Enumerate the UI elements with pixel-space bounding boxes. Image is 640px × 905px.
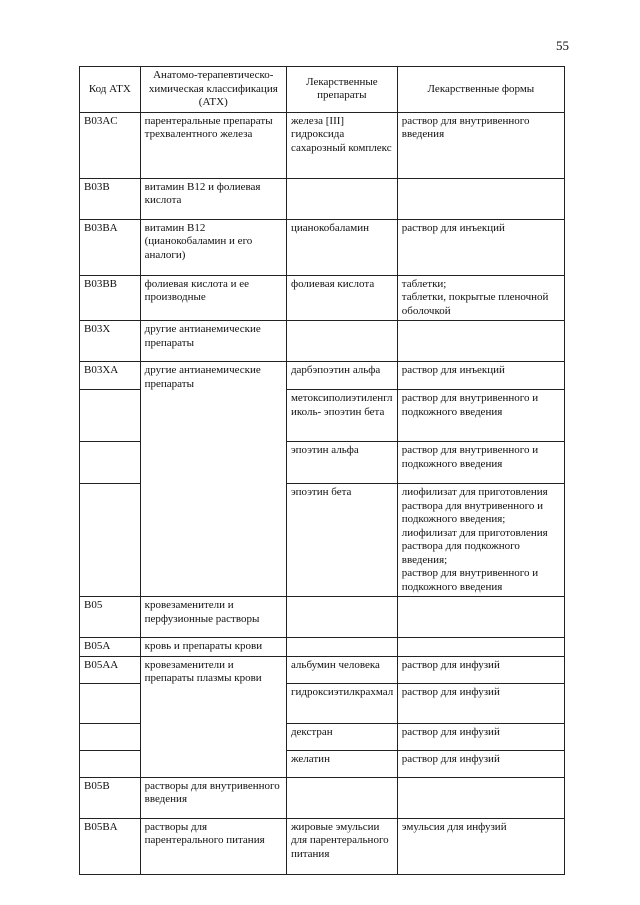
atc-code: [80, 683, 141, 723]
atc-code: [80, 442, 141, 484]
dosage-form: лиофилизат для приготовления раствора для внутривенного и подкожного введения; лиофилизат для приготовления раствора для подкожного введения; раствор для внутривенного и подкожного введения: [397, 484, 564, 597]
atc-classification: другие антианемические препараты: [140, 362, 286, 597]
header-forms: Лекарственные формы: [397, 67, 564, 113]
dosage-form: раствор для инфузий: [397, 750, 564, 777]
drug-name: эпоэтин бета: [286, 484, 397, 597]
table-row: [80, 112, 565, 178]
drug-name: декстран: [286, 723, 397, 750]
atc-code: [80, 390, 141, 442]
drug-name: дарбэпоэтин альфа: [286, 362, 397, 390]
drug-name: железа [III] гидроксида сахарозный комплекс: [286, 112, 397, 178]
drug-name: метоксиполиэтиленгликоль- эпоэтин бета: [286, 390, 397, 442]
atc-code: B05B: [80, 777, 141, 818]
drug-name: [286, 597, 397, 638]
atc-classification: витамин B12 (цианокобаламин и его аналоги): [140, 219, 286, 275]
header-code: Код АТХ: [80, 67, 141, 113]
dosage-form: раствор для инъекций: [397, 362, 564, 390]
atc-classification: кровезаменители и препараты плазмы крови: [140, 656, 286, 777]
drug-name: [286, 321, 397, 362]
atc-code: B03XA: [80, 362, 141, 390]
dosage-form: [397, 777, 564, 818]
atc-classification: другие антианемические препараты: [140, 321, 286, 362]
dosage-form: раствор для инфузий: [397, 683, 564, 723]
table-row: [80, 178, 565, 219]
atc-code: B05: [80, 597, 141, 638]
atc-code: [80, 484, 141, 597]
header-classification: Анатомо-терапевтическо-химическая классификация (АТХ): [140, 67, 286, 113]
dosage-form: раствор для инфузий: [397, 656, 564, 683]
drug-name: [286, 178, 397, 219]
atc-drug-table: [79, 66, 565, 875]
drug-name: фолиевая кислота: [286, 275, 397, 321]
atc-classification: растворы для парентерального питания: [140, 818, 286, 874]
table-header-row: [80, 67, 565, 113]
header-drugs: Лекарственные препараты: [286, 67, 397, 113]
dosage-form: раствор для инъекций: [397, 219, 564, 275]
atc-classification: витамин B12 и фолиевая кислота: [140, 178, 286, 219]
table-row: [80, 656, 565, 683]
atc-classification: растворы для внутривенного введения: [140, 777, 286, 818]
atc-code: [80, 723, 141, 750]
table-row: [80, 362, 565, 390]
dosage-form: раствор для внутривенного и подкожного введения: [397, 442, 564, 484]
drug-name: жировые эмульсии для парентерального питания: [286, 818, 397, 874]
dosage-form: [397, 178, 564, 219]
table-row: [80, 638, 565, 657]
atc-code: B03BA: [80, 219, 141, 275]
dosage-form: раствор для внутривенного введения: [397, 112, 564, 178]
table-row: [80, 818, 565, 874]
atc-classification: парентеральные препараты трехвалентного железа: [140, 112, 286, 178]
page-number: 55: [556, 38, 569, 53]
drug-name: [286, 638, 397, 657]
atc-code: B05A: [80, 638, 141, 657]
atc-code: B05BA: [80, 818, 141, 874]
atc-code: [80, 750, 141, 777]
atc-code: B05AA: [80, 656, 141, 683]
drug-name: желатин: [286, 750, 397, 777]
drug-name: эпоэтин альфа: [286, 442, 397, 484]
table-row: [80, 219, 565, 275]
drug-name: [286, 777, 397, 818]
dosage-form: раствор для инфузий: [397, 723, 564, 750]
table-row: [80, 597, 565, 638]
dosage-form: эмульсия для инфузий: [397, 818, 564, 874]
drug-name: цианокобаламин: [286, 219, 397, 275]
table-row: [80, 275, 565, 321]
drug-name: альбумин человека: [286, 656, 397, 683]
atc-classification: фолиевая кислота и ее производные: [140, 275, 286, 321]
dosage-form: [397, 321, 564, 362]
atc-code: B03X: [80, 321, 141, 362]
table-row: [80, 321, 565, 362]
dosage-form: [397, 597, 564, 638]
atc-classification: кровь и препараты крови: [140, 638, 286, 657]
atc-classification: кровезаменители и перфузионные растворы: [140, 597, 286, 638]
drug-name: гидроксиэтилкрахмал: [286, 683, 397, 723]
table-row: [80, 777, 565, 818]
atc-code: B03AC: [80, 112, 141, 178]
dosage-form: [397, 638, 564, 657]
atc-code: B03BB: [80, 275, 141, 321]
dosage-form: таблетки; таблетки, покрытые пленочной оболочкой: [397, 275, 564, 321]
atc-code: B03B: [80, 178, 141, 219]
dosage-form: раствор для внутривенного и подкожного введения: [397, 390, 564, 442]
